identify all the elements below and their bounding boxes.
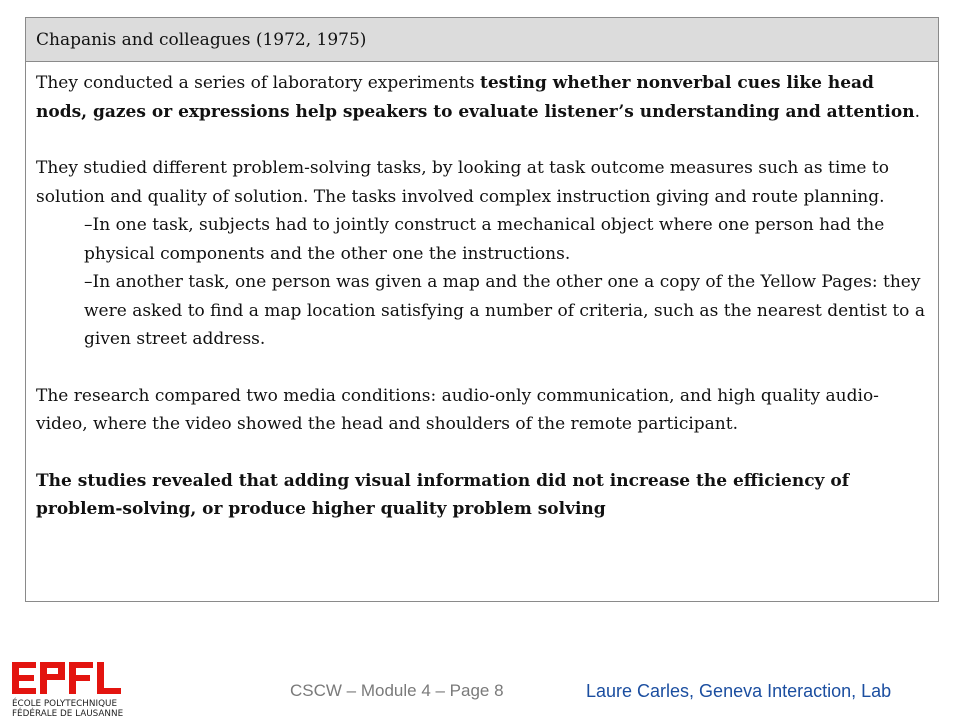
footer-author: Laure Carles, Geneva Interaction, Lab (586, 681, 892, 701)
footer-page-label: CSCW – Module 4 – Page 8 (290, 681, 504, 700)
epfl-logo-line1: ÉCOLE POLYTECHNIQUE (12, 699, 117, 709)
list-item: –In one task, subjects had to jointly construct a mechanical object where one person had the physical components and the other one the instructions. (84, 215, 885, 264)
paragraph-tasks: They studied different problem-solving tasks, by looking at task outcome measures such as time to solution and quality of solution. The tasks involved complex instruction giving and route planning. (36, 158, 889, 207)
epfl-logo-mark (12, 662, 121, 694)
epfl-logo-line2: FÉDÉRALE DE LAUSANNE (12, 709, 124, 718)
epfl-logo (10, 660, 135, 718)
paragraph-conclusion-bold: The studies revealed that adding visual information did not increase the efficiency of problem-solving, or produce higher quality problem solving (36, 470, 850, 519)
content-table (25, 17, 939, 602)
paragraph-media-conditions: The research compared two media conditions: audio-only communication, and high quality audio-video, where the video showed the head and shoulders of the remote participant. (36, 385, 879, 434)
paragraph-experiments (36, 69, 928, 126)
table-header: Chapanis and colleagues (1972, 1975) (26, 18, 938, 62)
paragraph-conclusion (36, 467, 928, 524)
table-body (26, 62, 938, 524)
paragraph-experiments-bold: testing whether nonverbal cues like head nods, gazes or expressions help speakers to evaluate listener’s understanding and attention (36, 73, 915, 122)
paragraph-experiments-intro: They conducted a series of laboratory experiments (36, 73, 480, 93)
list-item: –In another task, one person was given a map and the other one a copy of the Yellow Pages: they were asked to find a map location satisfying a number of criteria, such as the nearest dentist to a given street address. (84, 272, 925, 349)
paragraph-experiments-end: . (914, 101, 920, 122)
